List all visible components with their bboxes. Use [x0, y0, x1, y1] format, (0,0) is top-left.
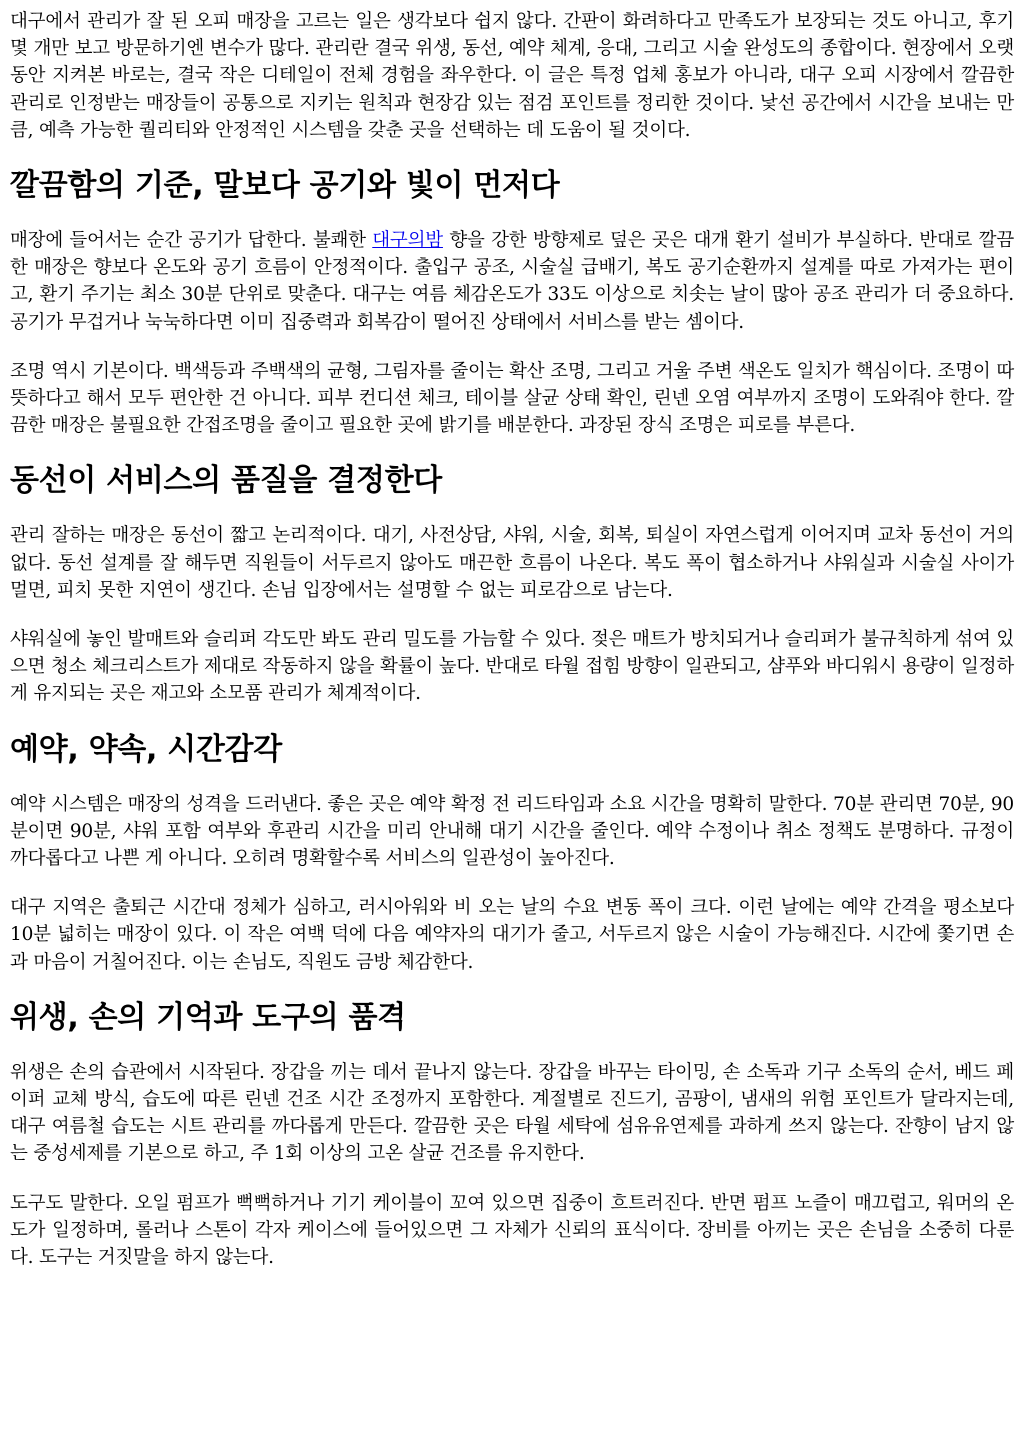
- cleanliness-paragraph-2: 조명 역시 기본이다. 백색등과 주백색의 균형, 그림자를 줄이는 확산 조명, 그리고 거울 주변 색온도 일치가 핵심이다. 조명이 따뜻하다고 해서 모두 편안한 건 아니다. 피부 컨디션 체크, 테이블 살균 상태 확인, 린넨 오염 여부까지 조명이 도와줘야 한다. 깔끔한 매장은 불필요한 간접조명을 줄이고 필요한 곳에 밝기를 배분한다. 과장된 장식 조명은 피로를 부른다.: [10, 360, 1014, 437]
- paragraph-text: 매장에 들어서는 순간 공기가 답한다. 불쾌한: [10, 230, 373, 252]
- reservation-paragraph-2: 대구 지역은 출퇴근 시간대 정체가 심하고, 러시아워와 비 오는 날의 수요 변동 폭이 크다. 이런 날에는 예약 간격을 평소보다 10분 넓히는 매장이 있다. 이 작은 여백 덕에 다음 예약자의 대기가 줄고, 서두르지 않은 시술이 가능해진다. 시간에 쫓기면 손과 마음이 거칠어진다. 이는 손님도, 직원도 금방 체감한다.: [10, 897, 1014, 973]
- flow-paragraph-1: 관리 잘하는 매장은 동선이 짧고 논리적이다. 대기, 사전상담, 샤워, 시술, 회복, 퇴실이 자연스럽게 이어지며 교차 동선이 거의 없다. 동선 설계를 잘 해두면 직원들이 서두르지 않아도 매끈한 흐름이 나온다. 복도 폭이 협소하거나 샤워실과 시술실 사이가 멀면, 피치 못한 지연이 생긴다. 손님 입장에서는 설명할 수 없는 피로감으로 남는다.: [10, 525, 1014, 601]
- section-heading-reservation: 예약, 약속, 시간감각: [10, 731, 282, 767]
- section-heading-cleanliness: 깔끔함의 기준, 말보다 공기와 빛이 먼저다: [10, 168, 560, 204]
- flow-paragraph-2: 샤워실에 놓인 발매트와 슬리퍼 각도만 봐도 관리 밀도를 가늠할 수 있다. 젖은 매트가 방치되거나 슬리퍼가 불규칙하게 섞여 있으면 청소 체크리스트가 제대로 작동하지 않을 확률이 높다. 반대로 타월 접힘 방향이 일관되고, 샴푸와 바디워시 용량이 일정하게 유지되는 곳은 재고와 소모품 관리가 체계적이다.: [10, 629, 1014, 705]
- section-heading-hygiene: 위생, 손의 기억과 도구의 품격: [10, 999, 406, 1035]
- daegu-night-link[interactable]: 대구의밤: [372, 230, 443, 252]
- cleanliness-paragraph-1: [10, 227, 1014, 336]
- hygiene-paragraph-2: 도구도 말한다. 오일 펌프가 뻑뻑하거나 기기 케이블이 꼬여 있으면 집중이 흐트러진다. 반면 펌프 노즐이 매끄럽고, 워머의 온도가 일정하며, 롤러나 스톤이 각자 케이스에 들어있으면 그 자체가 신뢰의 표식이다. 장비를 아끼는 곳은 손님을 소중히 다룬다. 도구는 거짓말을 하지 않는다.: [10, 1192, 1014, 1269]
- paragraph-text: 향을 강한 방향제로 덮은 곳은 대개 환기 설비가 부실하다. 반대로 깔끔한 매장은 향보다 온도와 공기 흐름이 안정적이다. 출입구 공조, 시술실 급배기, 복도 공기순환까지 설계를 따로 가져가는 편이고, 환기 주기는 최소 30분 단위로 맞춘다. 대구는 여름 체감온도가 33도 이상으로 치솟는 날이 많아 공조 관리가 더 중요하다. 공기가 무겁거나 눅눅하다면 이미 집중력과 회복감이 떨어진 상태에서 서비스를 받는 셈이다.: [10, 230, 1014, 333]
- hygiene-paragraph-1: 위생은 손의 습관에서 시작된다. 장갑을 끼는 데서 끝나지 않는다. 장갑을 바꾸는 타이밍, 손 소독과 기구 소독의 순서, 베드 페이퍼 교체 방식, 습도에 따른 린넨 건조 시간 조정까지 포함한다. 계절별로 진드기, 곰팡이, 냄새의 위험 포인트가 달라지는데, 대구 여름철 습도는 시트 관리를 까다롭게 만든다. 깔끔한 곳은 타월 세탁에 섬유유연제를 과하게 쓰지 않는다. 잔향이 남지 않는 중성세제를 기본으로 하고, 주 1회 이상의 고온 살균 건조를 유지한다.: [10, 1061, 1014, 1165]
- reservation-paragraph-1: 예약 시스템은 매장의 성격을 드러낸다. 좋은 곳은 예약 확정 전 리드타임과 소요 시간을 명확히 말한다. 70분 관리면 70분, 90분이면 90분, 샤워 포함 여부와 후관리 시간을 미리 안내해 대기 시간을 줄인다. 예약 수정이나 취소 정책도 분명하다. 규정이 까다롭다고 나쁜 게 아니다. 오히려 명확할수록 서비스의 일관성이 높아진다.: [10, 793, 1014, 870]
- section-heading-flow: 동선이 서비스의 품질을 결정한다: [10, 463, 442, 499]
- intro-paragraph: 대구에서 관리가 잘 된 오피 매장을 고르는 일은 생각보다 쉽지 않다. 간판이 화려하다고 만족도가 보장되는 것도 아니고, 후기 몇 개만 보고 방문하기엔 변수가 많다. 관리란 결국 위생, 동선, 예약 체계, 응대, 그리고 시술 완성도의 종합이다. 현장에서 오랫동안 지켜본 바로는, 결국 작은 디테일이 전체 경험을 좌우한다. 이 글은 특정 업체 홍보가 아니라, 대구 오피 시장에서 깔끔한 관리로 인정받는 매장들이 공통으로 지키는 원칙과 현장감 있는 점검 포인트를 정리한 것이다. 낯선 공간에서 시간을 보내는 만큼, 예측 가능한 퀄리티와 안정적인 시스템을 갖춘 곳을 선택하는 데 도움이 될 것이다.: [10, 11, 1014, 141]
